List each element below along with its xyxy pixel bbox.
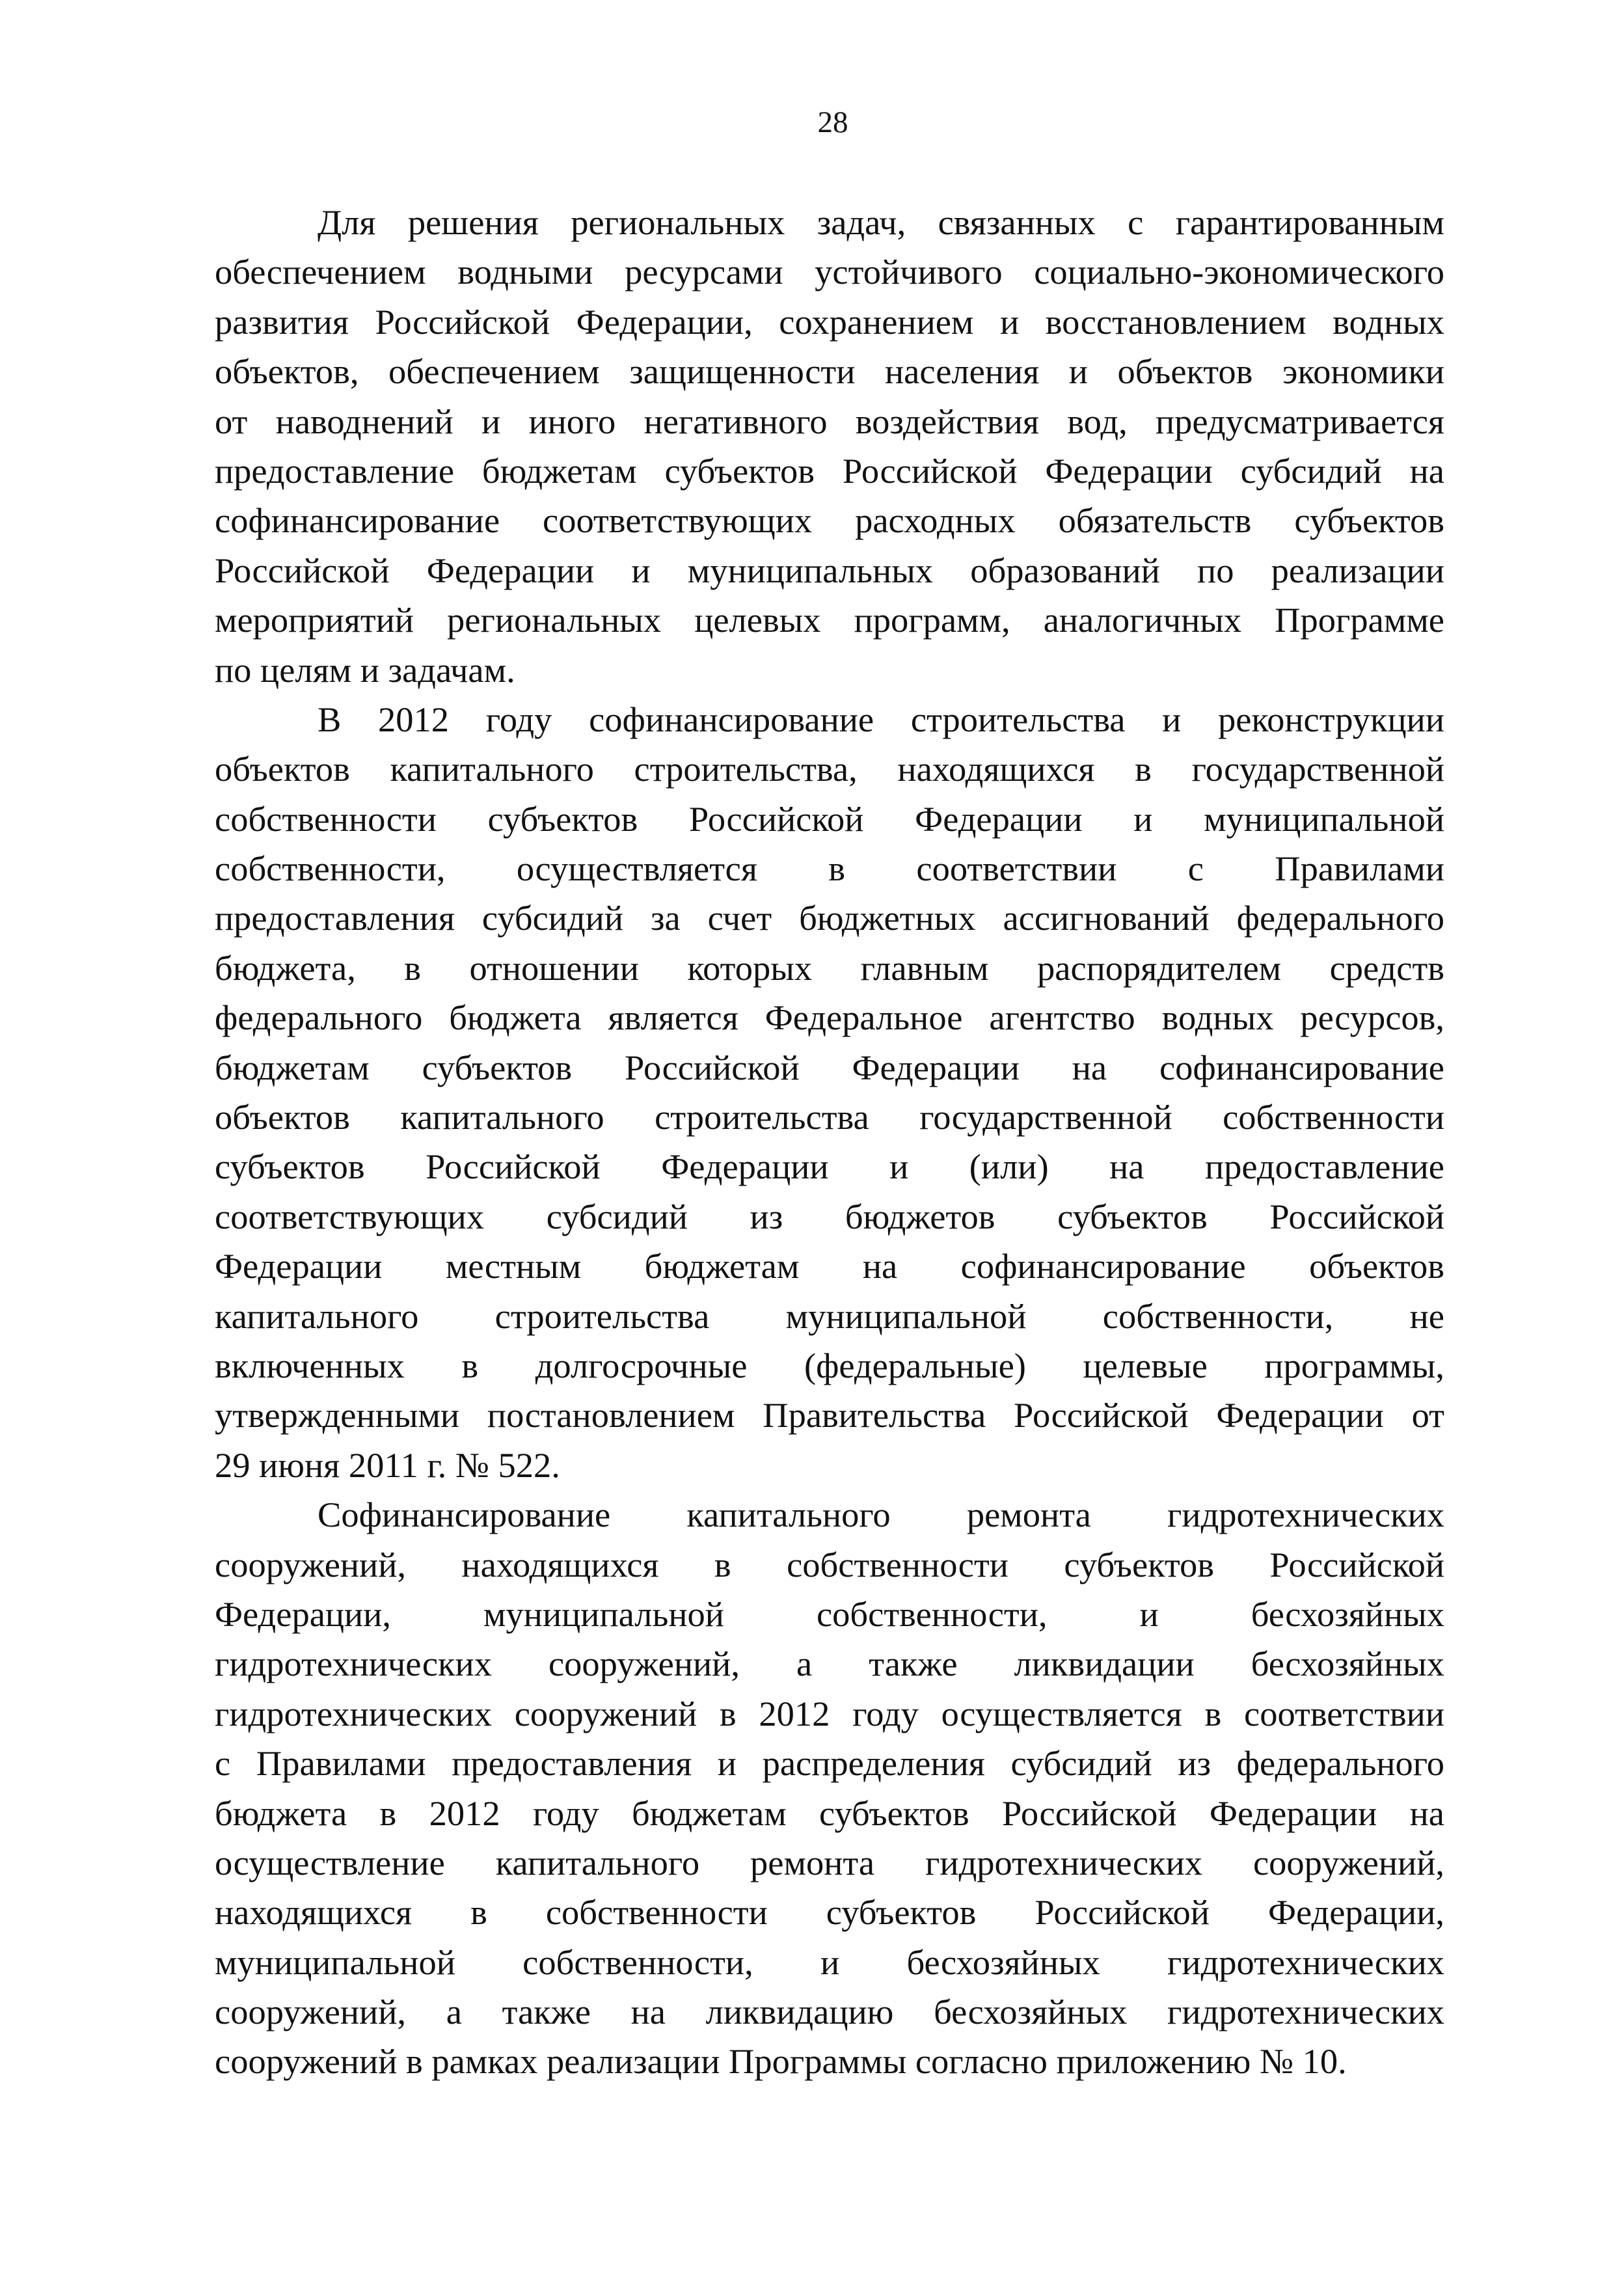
paragraph xyxy=(215,198,1444,695)
text-line: софинансирование соответствующих расходных обязательств субъектов xyxy=(215,500,1444,541)
page-number: 28 xyxy=(817,105,848,139)
text-line: Федерации, муниципальной собственности, и бесхозяйных xyxy=(215,1594,1444,1634)
text-line: собственности субъектов Российской Федерации и муниципальной xyxy=(215,798,1444,839)
text-line: осуществление капитального ремонта гидротехнических сооружений, xyxy=(215,1842,1444,1882)
text-line: по целям и задачам. xyxy=(215,649,515,690)
text-line: объектов, обеспечением защищенности населения и объектов экономики xyxy=(215,351,1444,392)
text-line: утвержденными постановлением Правительства Российской Федерации от xyxy=(215,1395,1444,1435)
paragraph xyxy=(215,695,1444,1490)
text-line: Федерации местным бюджетам на софинансирование объектов xyxy=(215,1246,1444,1286)
text-line: муниципальной собственности, и бесхозяйных гидротехнических xyxy=(215,1942,1444,1982)
text-line: В 2012 году софинансирование строительства и реконструкции xyxy=(318,699,1444,739)
text-line: субъектов Российской Федерации и (или) на предоставление xyxy=(215,1147,1444,1187)
text-line: соответствующих субсидий из бюджетов субъектов Российской xyxy=(215,1196,1444,1236)
text-line: Софинансирование капитального ремонта гидротехнических xyxy=(318,1495,1444,1535)
text-line: гидротехнических сооружений, а также ликвидации бесхозяйных xyxy=(215,1644,1444,1684)
text-line: развития Российской Федерации, сохранением и восстановлением водных xyxy=(215,301,1444,342)
text-line: федерального бюджета является Федеральное агентство водных ресурсов, xyxy=(215,998,1444,1038)
text-line: гидротехнических сооружений в 2012 году осуществляется в соответствии xyxy=(215,1693,1444,1733)
text-line: обеспечением водными ресурсами устойчивого социально-экономического xyxy=(215,252,1444,292)
text-line: собственности, осуществляется в соответствии с Правилами xyxy=(215,849,1444,889)
text-line: 29 июня 2011 г. № 522. xyxy=(215,1445,560,1485)
text-line: бюджета в 2012 году бюджетам субъектов Российской Федерации на xyxy=(215,1793,1444,1833)
text-line: капитального строительства муниципальной собственности, не xyxy=(215,1296,1444,1336)
text-line: сооружений, а также на ликвидацию бесхозяйных гидротехнических xyxy=(215,1992,1444,2032)
text-line: бюджетам субъектов Российской Федерации на софинансирование xyxy=(215,1047,1444,1087)
text-line: находящихся в собственности субъектов Российской Федерации, xyxy=(215,1892,1444,1933)
text-line: Российской Федерации и муниципальных образований по реализации xyxy=(215,550,1444,590)
text-line: мероприятий региональных целевых программ, аналогичных Программе xyxy=(215,600,1444,640)
text-line: сооружений, находящихся в собственности субъектов Российской xyxy=(215,1544,1444,1584)
text-line: бюджета, в отношении которых главным распорядителем средств xyxy=(215,947,1444,988)
paragraph xyxy=(215,1490,1444,2087)
text-line: объектов капитального строительства, находящихся в государственной xyxy=(215,749,1444,789)
document-body xyxy=(215,198,1444,2087)
text-line: Для решения региональных задач, связанных с гарантированным xyxy=(318,202,1444,242)
text-line: предоставление бюджетам субъектов Российской Федерации субсидий на xyxy=(215,450,1444,491)
text-line: включенных в долгосрочные (федеральные) целевые программы, xyxy=(215,1345,1444,1385)
text-line: от наводнений и иного негативного воздействия вод, предусматривается xyxy=(215,401,1444,441)
text-line: предоставления субсидий за счет бюджетных ассигнований федерального xyxy=(215,898,1444,938)
text-line: с Правилами предоставления и распределения субсидий из федерального xyxy=(215,1743,1444,1784)
text-line: сооружений в рамках реализации Программы согласно приложению № 10. xyxy=(215,2041,1347,2082)
text-line: объектов капитального строительства государственной собственности xyxy=(215,1097,1444,1137)
